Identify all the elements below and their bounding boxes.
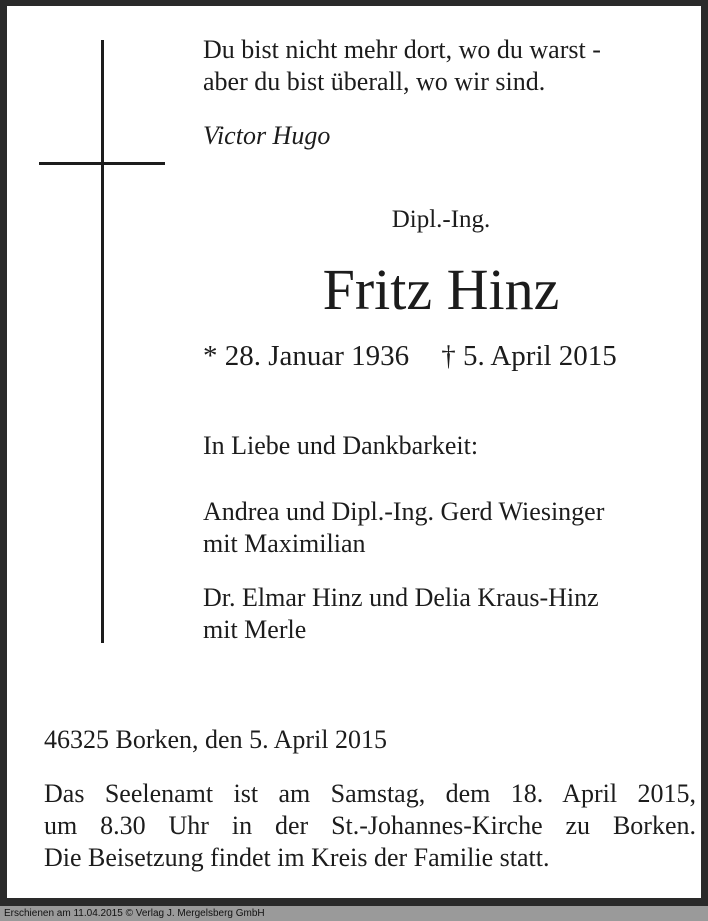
birth-date: * 28. Januar 1936 <box>203 340 410 372</box>
life-dates <box>203 340 617 372</box>
mourner-family-1-line-1: Andrea und Dipl.-Ing. Gerd Wiesinger <box>203 497 605 526</box>
deceased-name: Fritz Hinz <box>322 257 560 322</box>
mourner-family-1 <box>203 496 604 560</box>
mourner-family-2-line-1: Dr. Elmar Hinz und Delia Kraus-Hinz <box>203 583 599 612</box>
quote-author: Victor Hugo <box>203 121 331 150</box>
cross-icon-vertical <box>101 40 104 643</box>
mourner-family-2 <box>203 582 599 646</box>
funeral-notice-line-3: Die Beisetzung findet im Kreis der Familie statt. <box>44 843 550 872</box>
academic-title: Dipl.-Ing. <box>391 206 491 233</box>
cross-icon-horizontal <box>39 162 165 165</box>
funeral-notice-line-1: Das Seelenamt ist am Samstag, dem 18. April 2015, <box>44 779 696 808</box>
place-date: 46325 Borken, den 5. April 2015 <box>44 725 388 754</box>
publication-footer: Erschienen am 11.04.2015 © Verlag J. Mergelsberg GmbH <box>0 906 708 921</box>
funeral-notice-line-2: um 8.30 Uhr in der St.-Johannes-Kirche zu Borken. <box>44 811 696 840</box>
death-date: † 5. April 2015 <box>441 340 617 372</box>
mourners-intro: In Liebe und Dankbarkeit: <box>203 431 479 460</box>
quote-line-2: aber du bist überall, wo wir sind. <box>203 67 546 96</box>
quote <box>203 34 601 98</box>
mourner-family-2-line-2: mit Merle <box>203 615 307 644</box>
mourner-family-1-line-2: mit Maximilian <box>203 529 366 558</box>
quote-line-1: Du bist nicht mehr dort, wo du warst - <box>203 35 601 64</box>
